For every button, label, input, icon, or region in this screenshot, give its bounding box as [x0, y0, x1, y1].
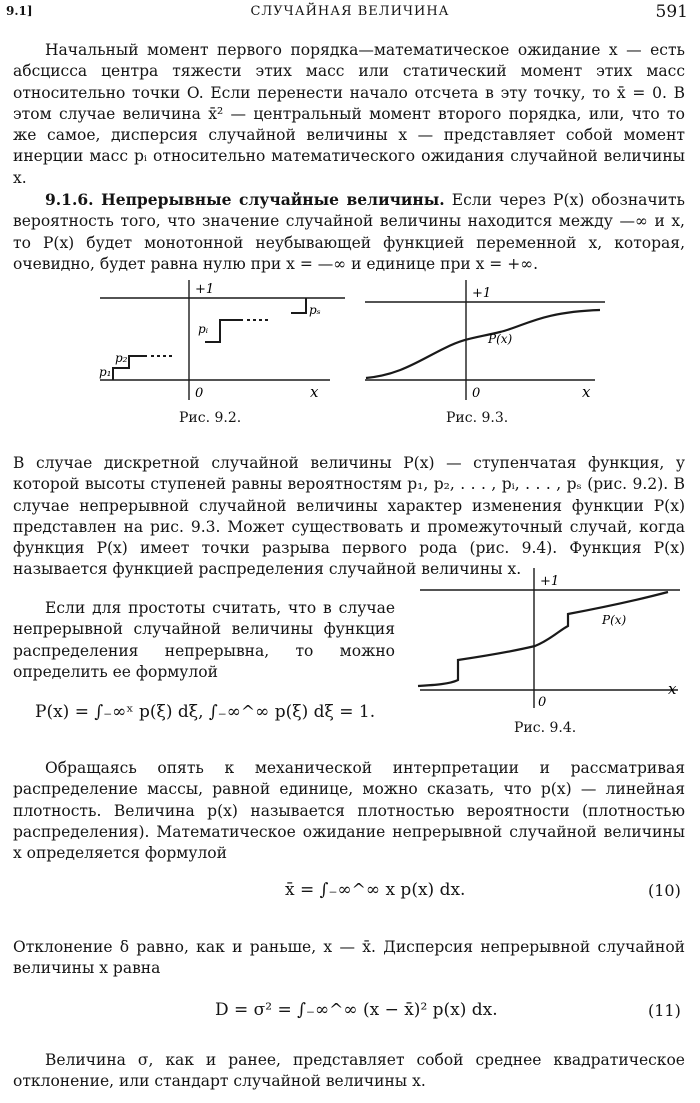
fig92-steps-mid [205, 320, 243, 342]
fig94-label-top: +1 [540, 574, 560, 589]
fig92-label-p2: p₂ [115, 351, 128, 365]
fig94-curve-label: P(x) [602, 613, 627, 627]
fig92-label-zero: 0 [195, 386, 204, 401]
fig92-label-top: +1 [195, 282, 215, 297]
formula-distribution: P(x) = ∫₋∞ˣ p(ξ) dξ, ∫₋∞^∞ p(ξ) dξ = 1. [35, 702, 376, 722]
paragraph-2 [13, 189, 685, 275]
page-header [0, 2, 700, 24]
figure-9-2 [95, 280, 345, 405]
paragraph-5: Обращаясь опять к механической интерпретации и рассматривая распределение массы, равной единице, можно сказать, что p(x) — линейная плотность. Величина p(x) называется плотностью вероятности (плотностью распределения). Математическое ожидание непрерывной случайной величины x определяется формулой [13, 759, 685, 863]
paragraph-2-body: Если через P(x) обозначить вероятность того, что значение случайной величины находится между —∞ и x, то P(x) будет монотонной неубывающей функцией переменной x, которая, очевидно, будет равна нулю при x = —∞ и единице при x = +∞. [13, 191, 685, 273]
section-heading: 9.1.6. Непрерывные случайные величины. [45, 190, 445, 209]
fig93-label-top: +1 [472, 286, 492, 301]
fig92-label-pi: pᵢ [198, 322, 209, 336]
formula-10-number: (10) [648, 881, 681, 900]
fig93-label-x: x [582, 383, 591, 401]
fig92-label-x: x [310, 383, 319, 401]
fig92-label-p1: p₁ [99, 365, 112, 379]
paragraph-6: Отклонение δ равно, как и раньше, x — x̄. Дисперсия непрерывной случайной величины x равна [13, 938, 685, 978]
fig94-label-zero: 0 [538, 695, 547, 710]
fig92-label-ps: pₛ [309, 303, 321, 317]
figure-9-3 [360, 280, 610, 405]
fig92-caption: Рис. 9.2. [179, 410, 242, 426]
figure-9-4 [410, 568, 690, 713]
fig94-label-x: x [668, 680, 677, 698]
fig94-curve [418, 592, 668, 686]
fig93-curve [366, 310, 600, 378]
section-number: 9.1] [6, 4, 33, 18]
fig93-label-zero: 0 [472, 386, 481, 401]
fig92-step-right [291, 298, 306, 313]
paragraph-3-text: В случае дискретной случайной величины P(x) — ступенчатая функция, у которой высоты ступеней равны вероятностям p₁, p₂, . . . , pᵢ, . . . , pₛ (рис. 9.2). В случае непрерывной случайной величины характер изменения функции P(x) представлен на рис. 9.3. Может существовать и промежуточный случай, когда функция P(x) имеет точки разрыва первого рода (рис. 9.4). Функция P(x) называется функцией распределения случайной величины x. [13, 454, 685, 579]
running-title: СЛУЧАЙНАЯ ВЕЛИЧИНА [250, 4, 450, 19]
page-number: 591 [655, 2, 688, 22]
paragraph-3 [13, 453, 685, 581]
formula-11: D = σ² = ∫₋∞^∞ (x − x̄)² p(x) dx. [215, 1000, 498, 1020]
fig94-caption: Рис. 9.4. [514, 720, 577, 736]
paragraph-7: Величина σ, как и ранее, представляет собой среднее квадратическое отклонение, или стандарт случайной величины x. [13, 1051, 685, 1091]
formula-10: x̄ = ∫₋∞^∞ x p(x) dx. [285, 880, 466, 900]
paragraph-1: Начальный момент первого порядка—математическое ожидание x — есть абсцисса центра тяжести этих масс или статический момент этих масс относительно точки O. Если перенести начало отсчета в эту точку, то x̄ = 0. В этом случае величина x̄² — центральный момент второго порядка, или, что то же самое, дисперсия случайной величины x — представляет собой момент инерции масс pᵢ относительно математического ожидания случайной величины x. [13, 41, 685, 187]
formula-11-number: (11) [648, 1001, 681, 1020]
fig93-curve-label: P(x) [488, 332, 513, 346]
fig93-caption: Рис. 9.3. [446, 410, 509, 426]
paragraph-4: Если для простоты считать, что в случае непрерывной случайной величины функция распределения непрерывна, то можно определить ее формулой [13, 599, 395, 681]
